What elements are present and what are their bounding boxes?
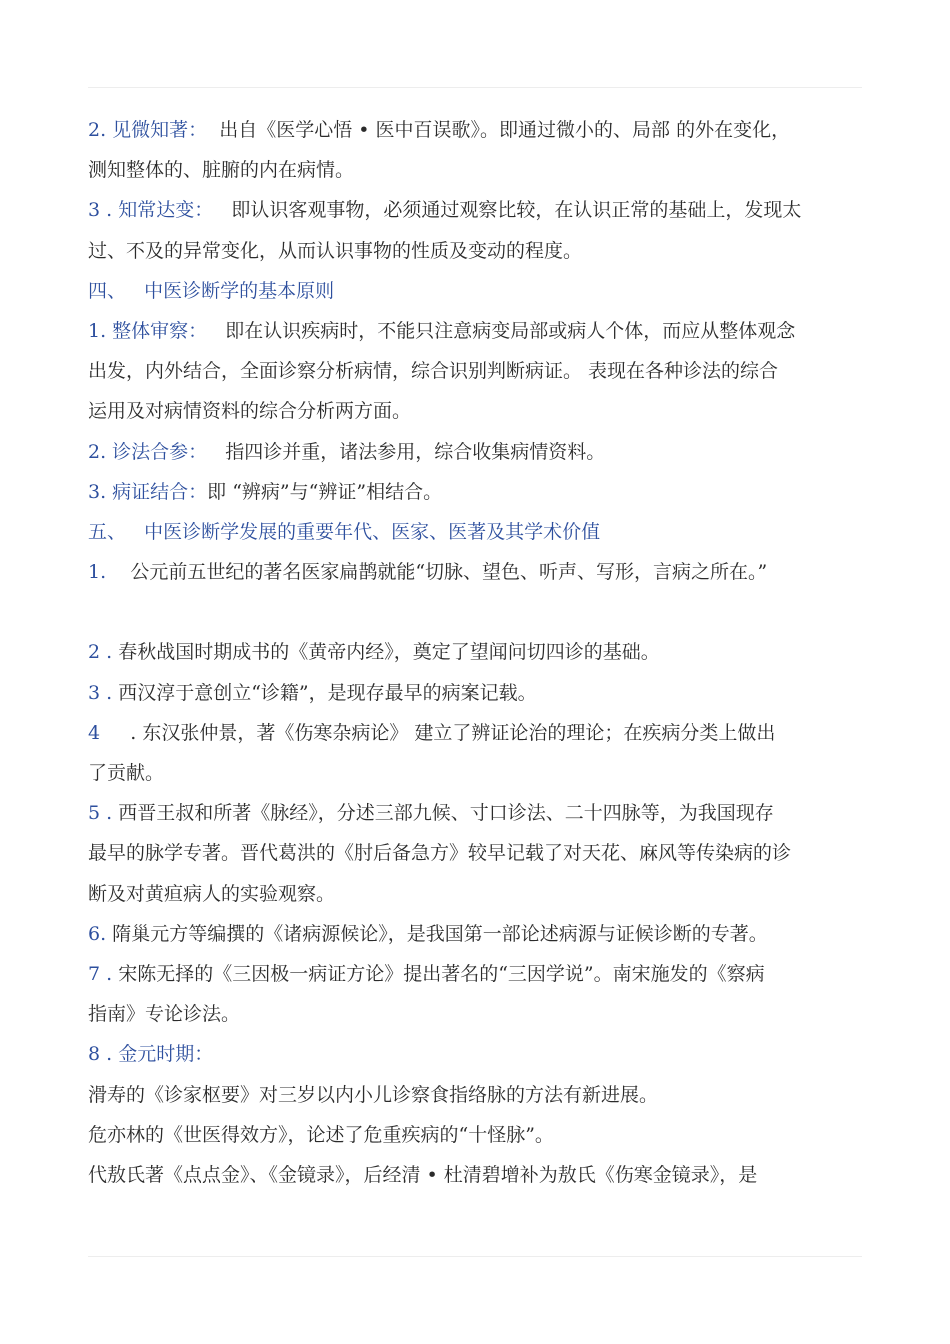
paragraph-text: 指南》专论诊法。 [88,1003,241,1026]
paragraph-line [88,391,868,431]
paragraph-line [88,1075,868,1115]
paragraph-line [88,874,868,914]
paragraph-text: 危亦林的《世医得效方》，论述了危重疾病的“十怪脉”。 [88,1123,554,1146]
item-label: 3. 病证结合： [88,480,208,503]
item-number: 2 . [88,641,113,664]
item-label: 3 . 知常达变： [88,199,214,222]
item-label: 2. 见微知著： [88,119,208,141]
paragraph-line [88,1155,868,1195]
paragraph-text: 测知整体的、脏腑的内在病情。 [88,159,355,182]
paragraph-line [88,231,868,271]
paragraph-text: 断及对黄疸病人的实验观察。 [88,882,336,905]
paragraph-text: 滑寿的《诊家枢要》对三岁以内小儿诊察食指络脉的方法有新进展。 [88,1083,659,1106]
paragraph-text: . 东汉张仲景，著《伤寒杂病论》 建立了辨证论治的理论；在疾病分类上做出 [130,721,776,744]
paragraph-text: 即认识客观事物，必须通过观察比较，在认识正常的基础上，发现太 [231,199,802,222]
paragraph-line [88,833,868,873]
section-number: 四、 [88,279,127,302]
paragraph-text: 春秋战国时期成书的《黄帝内经》，奠定了望闻问切四诊的基础。 [118,641,660,664]
paragraph-text: 西汉淳于意创立“诊籍”，是现存最早的病案记载。 [118,681,537,704]
section-number: 五、 [88,520,127,543]
paragraph-line [88,954,868,994]
item-number: 1. [88,561,107,584]
section-heading [88,271,868,311]
item-number: 7 . [88,962,113,985]
item-label: 2. 诊法合参： [88,440,208,463]
paragraph-text: 代敖氏著《点点金》、《金镜录》，后经清 • 杜清碧增补为敖氏《伤寒金镜录》，是 [88,1163,758,1186]
paragraph-line [88,632,868,672]
paragraph-line [88,190,868,230]
header-divider [88,87,862,88]
document-body [88,110,868,1195]
footer-divider [88,1256,862,1257]
paragraph-text: 出发，内外结合，全面诊察分析病情，综合识别判断病证。 表现在各种诊法的综合 [88,360,779,383]
paragraph-line [88,994,868,1034]
paragraph-line [88,1034,868,1074]
paragraph-line [88,110,868,150]
paragraph-line [88,713,868,753]
paragraph-line [88,673,868,713]
item-number: 5 . [88,802,113,825]
paragraph-line [88,150,868,190]
blank-line [88,592,868,632]
paragraph-text: 过、不及的异常变化，从而认识事物的性质及变动的程度。 [88,239,583,262]
paragraph-line [88,472,868,512]
paragraph-line [88,753,868,793]
paragraph-text: 运用及对病情资料的综合分析两方面。 [88,400,412,423]
item-number: 4 [88,721,101,744]
paragraph-text: 出自《医学心悟 • 医中百误歌》。即通过微小的、局部 的外在变化， [219,119,791,141]
section-heading [88,512,868,552]
section-title: 中医诊断学发展的重要年代、医家、医著及其学术价值 [144,520,601,543]
item-label: 8 . 金元时期： [88,1043,214,1066]
paragraph-text: 最早的脉学专著。晋代葛洪的《肘后备急方》较早记载了对天花、麻风等传染病的诊 [88,842,792,865]
paragraph-text: 即 “辨病”与“辨证”相结合。 [207,480,443,503]
paragraph-line [88,914,868,954]
item-number: 6. [88,922,107,945]
paragraph-text: 隋巢元方等编撰的《诸病源候论》，是我国第一部论述病源与证候诊断的专著。 [112,922,768,945]
paragraph-text: 公元前五世纪的著名医家扁鹊就能“切脉、望色、听声、写形，言病之所在。” [130,561,768,584]
section-title: 中医诊断学的基本原则 [144,279,335,302]
paragraph-line [88,1115,868,1155]
paragraph-text: 指四诊并重，诸法参用，综合收集病情资料。 [225,440,606,463]
paragraph-line [88,793,868,833]
paragraph-line [88,432,868,472]
item-label: 1. 整体审察： [88,319,208,342]
paragraph-line [88,552,868,592]
item-number: 3 . [88,681,113,704]
paragraph-text: 了贡献。 [88,762,165,784]
paragraph-line [88,311,868,351]
paragraph-text: 即在认识疾病时，不能只注意病变局部或病人个体，而应从整体观念 [225,319,796,342]
paragraph-text: 宋陈无择的《三因极一病证方论》提出著名的“三因学说”。南宋施发的《察病 [118,962,765,985]
paragraph-text: 西晋王叔和所著《脉经》，分述三部九候、寸口诊法、二十四脉等，为我国现存 [118,802,774,825]
paragraph-line [88,351,868,391]
